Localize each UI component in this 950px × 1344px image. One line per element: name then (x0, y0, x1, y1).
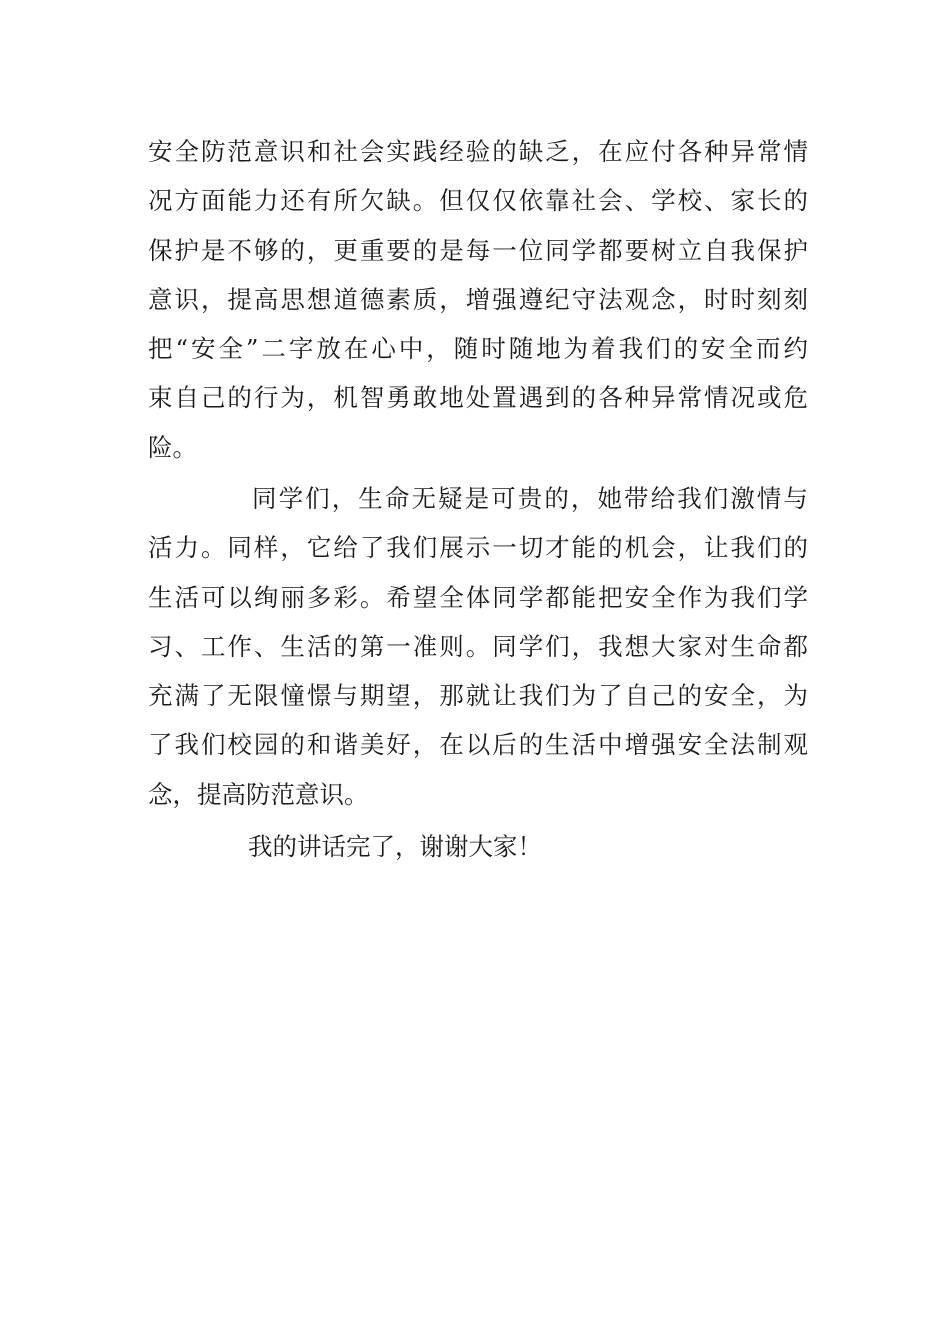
paragraph-1-line: 把“安全”二字放在心中，随时随地为着我们的安全而约 (148, 334, 808, 364)
closing-remark (148, 822, 808, 871)
paragraph-2 (148, 474, 808, 819)
paragraph-1-line: 险。 (148, 432, 197, 462)
paragraph-1-line: 安全防范意识和社会实践经验的缺乏，在应付各种异常情 (148, 137, 808, 166)
paragraph-1 (148, 127, 808, 472)
paragraph-2-line: 念，提高防范意识。 (148, 779, 369, 809)
paragraph-1-line: 束自己的行为，机智勇敢地处置遇到的各种异常情况或危 (148, 383, 808, 413)
paragraph-2-line: 同学们，生命无疑是可贵的，她带给我们激情与 (252, 484, 808, 513)
paragraph-1-line: 意识，提高思想道德素质，增强遵纪守法观念，时时刻刻 (148, 284, 808, 314)
paragraph-2-line: 充满了无限憧憬与期望，那就让我们为了自己的安全，为 (148, 681, 808, 711)
paragraph-1-line: 保护是不够的，更重要的是每一位同学都要树立自我保护 (148, 235, 808, 265)
paragraph-1-line: 况方面能力还有所欠缺。但仅仅依靠社会、学校、家长的 (148, 186, 808, 216)
paragraph-2-line: 了我们校园的和谐美好，在以后的生活中增强安全法制观 (148, 730, 808, 760)
paragraph-2-line: 活力。同样，它给了我们展示一切才能的机会，让我们的 (148, 533, 808, 563)
paragraph-2-line: 习、工作、生活的第一准则。同学们，我想大家对生命都 (148, 631, 808, 661)
paragraph-2-line: 生活可以绚丽多彩。希望全体同学都能把安全作为我们学 (148, 582, 808, 612)
closing-line: 我的讲话完了，谢谢大家！ (248, 832, 542, 861)
